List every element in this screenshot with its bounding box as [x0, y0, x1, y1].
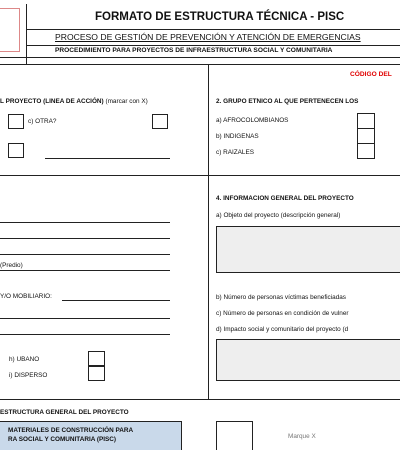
item-c-label: c) Número de personas en condición de vulner: [216, 310, 349, 317]
logo-box: [0, 8, 20, 52]
section2-title: 2. GRUPO ETNICO AL QUE PERTENECEN LOS: [216, 98, 359, 105]
checkbox-ubano[interactable]: [88, 351, 105, 366]
ethnic-option-b: b) INDIGENAS: [216, 133, 259, 140]
item-b-label: b) Número de personas víctimas beneficiadas: [216, 294, 347, 301]
impacto-textarea[interactable]: [216, 339, 400, 381]
section1-title: [0, 98, 148, 106]
checkbox-raizales[interactable]: [357, 143, 375, 159]
section1-title-text: L PROYECTO (LINEA DE ACCIÓN): [0, 98, 104, 105]
option-h-label: h) UBANO: [9, 356, 40, 363]
process-name: PROCESO DE GESTIÓN DE PREVENCIÓN Y ATENCIÓN DE EMERGENCIAS: [55, 32, 361, 42]
checkbox-c-otra[interactable]: [152, 114, 168, 129]
section1-hint: (marcar con X): [105, 98, 148, 105]
materials-line-1: MATERIALES DE CONSTRUCCIÓN PARA: [8, 427, 134, 434]
checkbox-materiales[interactable]: [216, 421, 253, 450]
ethnic-option-c: c) RAIZALES: [216, 149, 254, 156]
mobiliario-line: [62, 300, 170, 301]
materials-cell: [0, 421, 182, 450]
ethnic-option-a: a) AFROCOLOMBIANOS: [216, 117, 289, 124]
option-c-label: c) OTRA?: [28, 118, 57, 125]
item-d-label: d) Impacto social y comunitario del proyecto (d: [216, 326, 349, 333]
code-label: CÓDIGO DEL: [350, 71, 392, 78]
section4-title: 4. INFORMACION GENERAL DEL PROYECTO: [216, 195, 354, 202]
form-title: FORMATO DE ESTRUCTURA TÉCNICA - PISC: [95, 11, 345, 23]
checkbox-d[interactable]: [8, 143, 24, 158]
header: [0, 0, 400, 64]
item-a-label: a) Objeto del proyecto (descripción general): [216, 212, 341, 219]
checkbox-b[interactable]: [8, 114, 24, 129]
procedure-name: PROCEDIMIENTO PARA PROYECTOS DE INFRAESTRUCTURA SOCIAL Y COMUNITARIA: [55, 47, 333, 54]
field-line-1: [0, 222, 170, 223]
checkbox-indigenas[interactable]: [357, 128, 375, 144]
predio-label: (Predio): [0, 262, 23, 269]
checkbox-afrocolombianos[interactable]: [357, 113, 375, 129]
field-line-5: [0, 318, 170, 319]
field-line-4: [0, 270, 170, 271]
field-line-6: [0, 334, 170, 335]
header-divider: [26, 4, 27, 64]
field-line-2: [0, 238, 170, 239]
materials-line-2: RA SOCIAL Y COMUNITARIA (PISC): [8, 436, 117, 443]
mobiliario-label: Y/O MOBILIARIO:: [0, 293, 52, 300]
mark-x-label: Marque X: [288, 433, 316, 440]
checkbox-disperso[interactable]: [88, 366, 105, 381]
section5-title: ESTRUCTURA GENERAL DEL PROYECTO: [0, 409, 129, 416]
option-i-label: i) DISPERSO: [9, 372, 48, 379]
otra-text-line: [45, 158, 170, 159]
objeto-textarea[interactable]: [216, 226, 400, 273]
field-line-3: [0, 254, 170, 255]
